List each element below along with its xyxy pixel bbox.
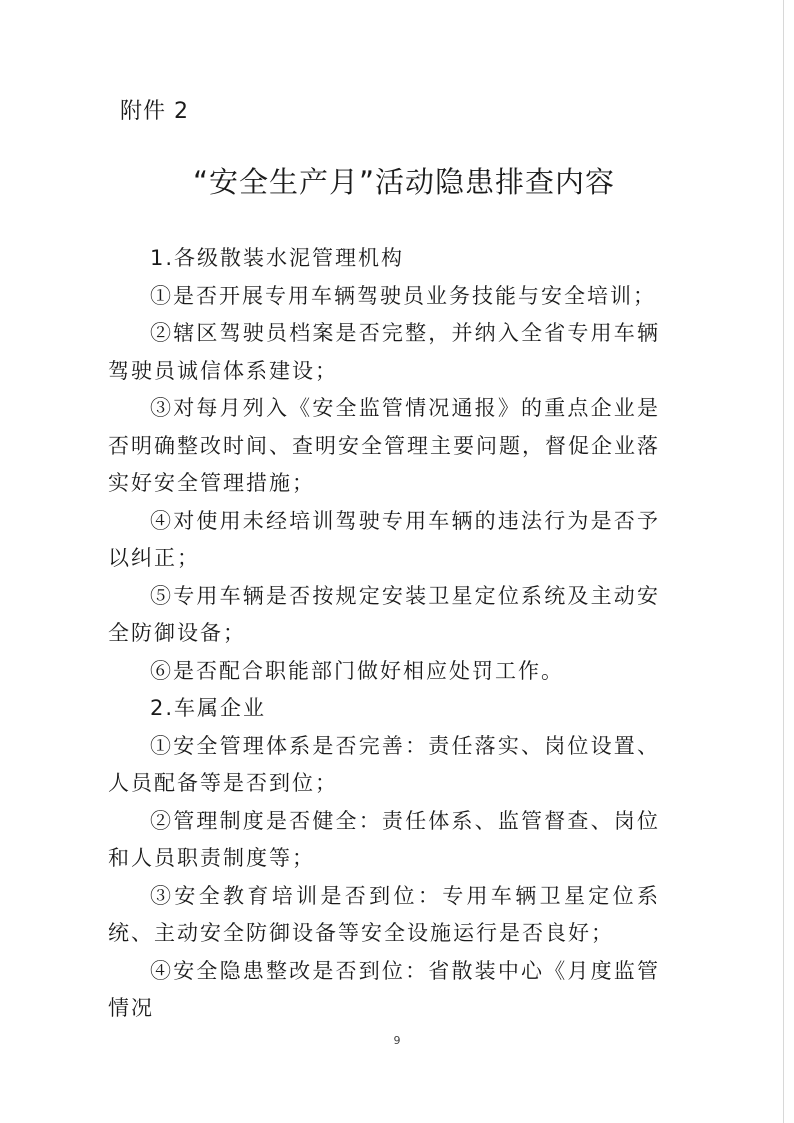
document-body [108, 240, 660, 1028]
list-item: ⑤专用车辆是否按规定安装卫星定位系统及主动安全防御设备； [108, 583, 660, 645]
list-item: ②管理制度是否健全：责任体系、监管督查、岗位和人员职责制度等； [108, 808, 660, 870]
list-item: ⑥是否配合职能部门做好相应处罚工作。 [150, 658, 564, 683]
page-number: 9 [393, 1034, 401, 1047]
list-item: ①是否开展专用车辆驾驶员业务技能与安全培训； [150, 283, 656, 308]
list-item: ②辖区驾驶员档案是否完整，并纳入全省专用车辆驾驶员诚信体系建设； [108, 321, 660, 383]
page-title: “安全生产月”活动隐患排查内容 [192, 165, 616, 199]
section-heading: 1.各级散装水泥管理机构 [150, 246, 405, 270]
attachment-label: 附件 2 [120, 99, 189, 124]
list-item: ④对使用未经培训驾驶专用车辆的违法行为是否予以纠正； [108, 508, 660, 570]
list-item: ③安全教育培训是否到位：专用车辆卫星定位系统、主动安全防御设备等安全设施运行是否良好； [108, 883, 660, 945]
list-item: ③对每月列入《安全监管情况通报》的重点企业是否明确整改时间、查明安全管理主要问题，督促企业落实好安全管理措施； [108, 396, 660, 495]
list-item: ④安全隐患整改是否到位：省散装中心《月度监管情况 [108, 958, 660, 1020]
list-item: ①安全管理体系是否完善：责任落实、岗位设置、人员配备等是否到位； [108, 733, 660, 795]
section-heading: 2.车属企业 [150, 696, 267, 720]
